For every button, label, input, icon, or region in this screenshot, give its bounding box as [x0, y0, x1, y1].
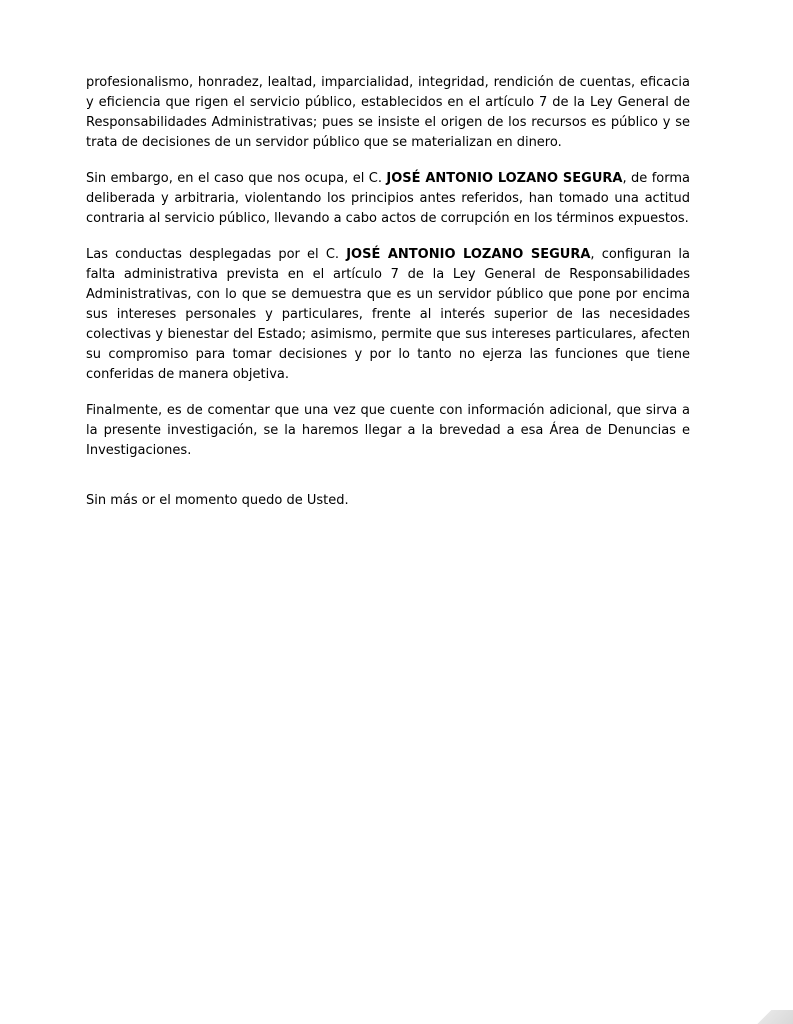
- paragraph-principles: [86, 73, 690, 153]
- paragraph-text: Finalmente, es de comentar que una vez que cuente con información adicional, que sirva a la presente investigación, se la haremos llegar a la brevedad a esa Área de Denuncias e Investigaciones.: [86, 403, 690, 458]
- paragraph-text: Sin embargo, en el caso que nos ocupa, el C.: [86, 171, 387, 186]
- person-name: JOSÉ ANTONIO LOZANO SEGURA: [386, 171, 623, 186]
- paragraph-text: , de forma deliberada y arbitraria, violentando los principios antes referidos, han tomado una actitud contraria al servicio público, llevando a cabo actos de corrupción en los términos expuestos.: [86, 171, 690, 226]
- paragraph-text: Las conductas desplegadas por el C.: [86, 247, 347, 262]
- document-body: [86, 73, 690, 527]
- closing-line: Sin más or el momento quedo de Usted.: [86, 493, 349, 508]
- paragraph-corruption-acts: [86, 169, 690, 229]
- paragraph-administrative-fault: [86, 245, 690, 385]
- paragraph-additional-information: [86, 401, 690, 461]
- page-curl-shadow: [747, 1010, 793, 1024]
- paragraph-text: profesionalismo, honradez, lealtad, imparcialidad, integridad, rendición de cuentas, eficacia y eficiencia que rigen el servicio público, establecidos en el artículo 7 de la Ley General de Responsabilidades Administrativas; pues se insiste el origen de los recursos es público y se trata de decisiones de un servidor público que se materializan en dinero.: [86, 75, 690, 150]
- paragraph-text: , configuran la falta administrativa prevista en el artículo 7 de la Ley General de Responsabilidades Administrativas, con lo que se demuestra que es un servidor público que pone por encima sus intereses personales y particulares, frente al interés superior de las necesidades colectivas y bienestar del Estado; asimismo, permite que sus intereses particulares, afecten su compromiso para tomar decisiones y por lo tanto no ejerza las funciones que tiene conferidas de manera objetiva.: [86, 247, 691, 382]
- person-name: JOSÉ ANTONIO LOZANO SEGURA: [346, 247, 591, 262]
